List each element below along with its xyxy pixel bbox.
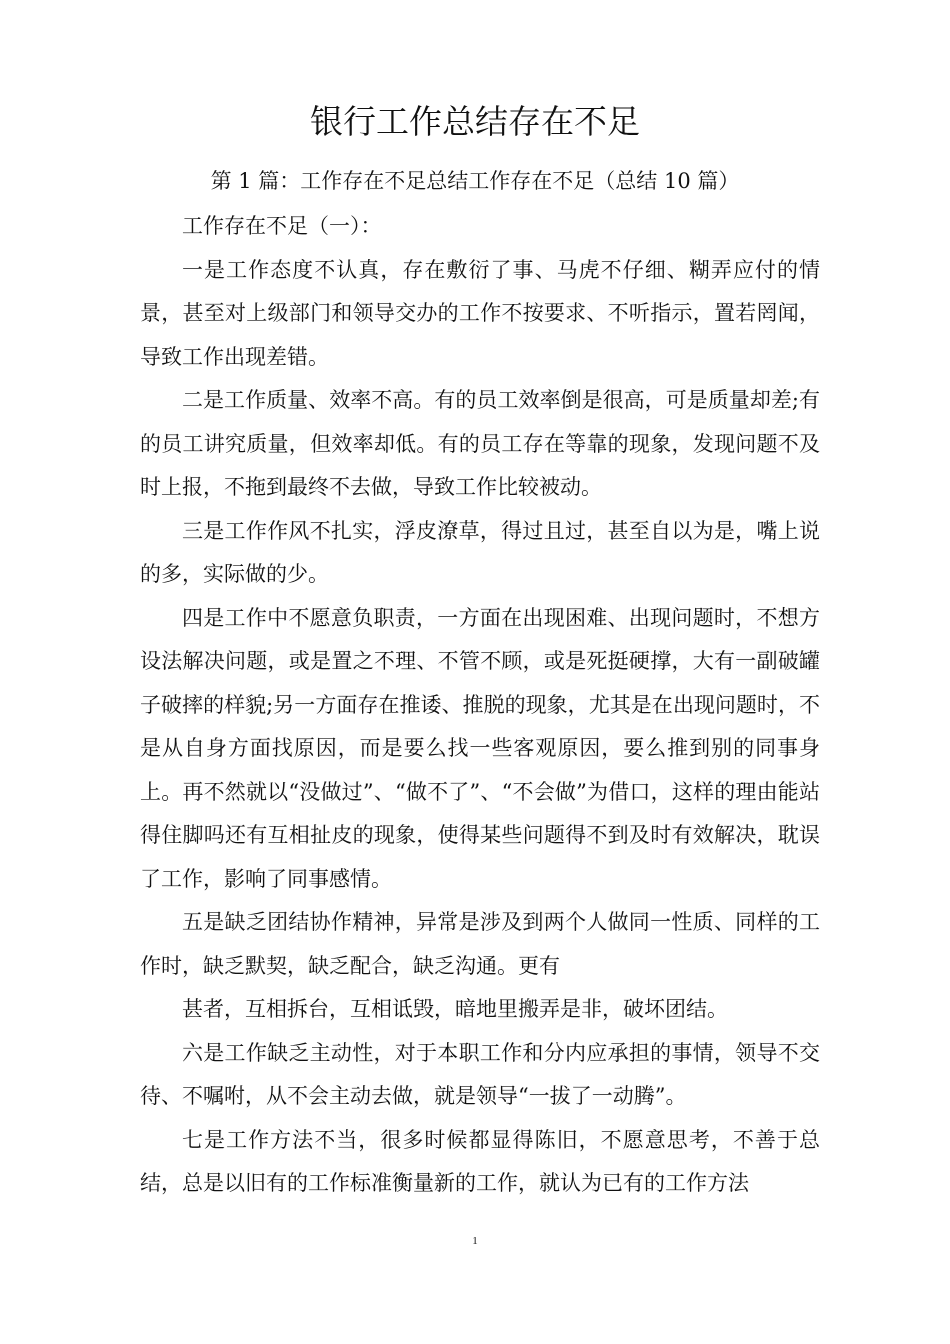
page-title: 银行工作总结存在不足 [310, 102, 640, 141]
paragraph: 四是工作中不愿意负职责，一方面在出现困难、出现问题时，不想方设法解决问题，或是置之不理、不管不顾，或是死挺硬撑，大有一副破罐子破摔的样貌;另一方面存在推诿、推脱的现象，尤其是在出现问题时，不是从自身方面找原因，而是要么找一些客观原因，要么推到别的同事身上。再不然就以“没做过”、“做不了”、“不会做”为借口，这样的理由能站得住脚吗还有互相扯皮的现象，使得某些问题得不到及时有效解决，耽误了工作，影响了同事感情。 [140, 605, 820, 891]
section-heading: 第 1 篇：工作存在不足总结工作存在不足（总结 10 篇） [210, 169, 740, 193]
paragraph: 工作存在不足（一）： [182, 214, 382, 238]
paragraph: 五是缺乏团结协作精神，异常是涉及到两个人做同一性质、同样的工作时，缺乏默契，缺乏配合，缺乏沟通。更有 [140, 910, 820, 978]
paragraph: 二是工作质量、效率不高。有的员工效率倒是很高，可是质量却差;有的员工讲究质量，但效率却低。有的员工存在等靠的现象，发现问题不及时上报，不拖到最终不去做，导致工作比较被动。 [140, 388, 820, 499]
paragraph: 六是工作缺乏主动性，对于本职工作和分内应承担的事情，领导不交待、不嘱咐，从不会主动去做，就是领导“一拔了一动腾”。 [140, 1040, 820, 1108]
paragraph: 七是工作方法不当，很多时候都显得陈旧，不愿意思考，不善于总结，总是以旧有的工作标准衡量新的工作，就认为已有的工作方法 [140, 1127, 820, 1195]
page-number: 1 [472, 1235, 478, 1247]
paragraph: 一是工作态度不认真，存在敷衍了事、马虎不仔细、糊弄应付的情景，甚至对上级部门和领导交办的工作不按要求、不听指示，置若罔闻，导致工作出现差错。 [140, 257, 820, 369]
paragraph: 甚者，互相拆台，互相诋毁，暗地里搬弄是非，破坏团结。 [182, 997, 728, 1021]
paragraph: 三是工作作风不扎实，浮皮潦草，得过且过，甚至自以为是，嘴上说的多，实际做的少。 [140, 518, 820, 586]
document-body [140, 205, 820, 1206]
